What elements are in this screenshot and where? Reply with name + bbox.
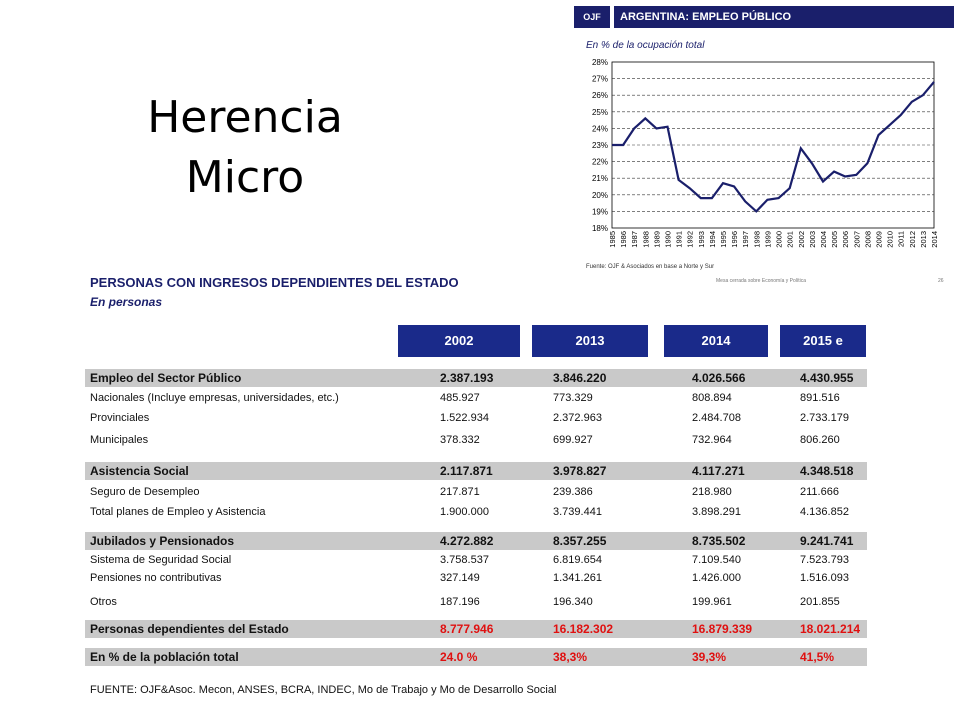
x-tick-label: 2001 (785, 231, 795, 248)
cell-2015-e: 7.523.793 (800, 554, 849, 566)
row-label: Empleo del Sector Público (90, 371, 242, 385)
table-row (85, 410, 867, 428)
cell-2002: 2.117.871 (440, 464, 493, 478)
x-tick-label: 2014 (930, 231, 939, 248)
table-row (85, 484, 867, 502)
row-label: Nacionales (Incluye empresas, universidades, etc.) (90, 392, 339, 404)
cell-2014: 39,3% (692, 650, 727, 664)
x-tick-label: 2008 (863, 231, 873, 248)
cell-2015-e: 891.516 (800, 392, 840, 404)
cell-2015-e: 9.241.741 (800, 534, 854, 548)
x-tick-label: 2002 (796, 231, 806, 248)
x-tick-label: 1991 (674, 231, 684, 248)
y-tick-label: 20% (591, 190, 608, 200)
cell-2002: 3.758.537 (440, 554, 489, 566)
y-tick-label: 27% (591, 74, 608, 84)
x-tick-label: 1985 (608, 231, 617, 248)
x-tick-label: 1986 (619, 231, 629, 248)
row-label: Asistencia Social (90, 464, 189, 478)
cell-2013: 38,3% (553, 650, 588, 664)
table-title: PERSONAS CON INGRESOS DEPENDIENTES DEL ESTADO (90, 275, 459, 290)
x-tick-label: 1987 (630, 231, 640, 248)
column-header-2002: 2002 (398, 325, 520, 357)
cell-2002: 1.522.934 (440, 412, 489, 424)
table-row (85, 648, 867, 666)
cell-2002: 327.149 (440, 572, 480, 584)
table-subtitle: En personas (90, 295, 163, 309)
cell-2015-e: 4.136.852 (800, 506, 849, 518)
x-tick-label: 1994 (707, 231, 717, 248)
column-header-2013: 2013 (532, 325, 648, 357)
cell-2013: 2.372.963 (553, 412, 602, 424)
x-tick-label: 1998 (752, 231, 762, 248)
cell-2014: 8.735.502 (692, 534, 746, 548)
cell-2015-e: 2.733.179 (800, 412, 849, 424)
cell-2002: 217.871 (440, 486, 480, 498)
line-chart (566, 52, 958, 262)
x-tick-label: 1995 (719, 231, 729, 248)
cell-2014: 808.894 (692, 392, 732, 404)
y-tick-label: 19% (591, 207, 608, 217)
chart-header (574, 6, 958, 28)
x-tick-label: 1988 (641, 231, 651, 248)
table-row (85, 504, 867, 522)
y-tick-label: 28% (591, 58, 608, 67)
cell-2013: 3.846.220 (553, 371, 607, 385)
y-tick-label: 18% (591, 224, 608, 233)
row-label: En % de la población total (90, 650, 239, 664)
cell-2014: 3.898.291 (692, 506, 741, 518)
cell-2014: 7.109.540 (692, 554, 741, 566)
cell-2015-e: 1.516.093 (800, 572, 849, 584)
row-label: Provinciales (90, 412, 150, 424)
x-tick-label: 2012 (907, 231, 917, 248)
table-source: FUENTE: OJF&Asoc. Mecon, ANSES, BCRA, INDEC, Mo de Trabajo y Mo de Desarrollo Social (90, 684, 557, 696)
cell-2015-e: 806.260 (800, 434, 840, 446)
cell-2002: 485.927 (440, 392, 480, 404)
cell-2013: 773.329 (553, 392, 593, 404)
cell-2002: 378.332 (440, 434, 480, 446)
cell-2013: 6.819.654 (553, 554, 602, 566)
cell-2014: 2.484.708 (692, 412, 741, 424)
x-tick-label: 1999 (763, 231, 773, 248)
table-row (85, 594, 867, 612)
chart-panel (566, 0, 958, 290)
row-label: Personas dependientes del Estado (90, 622, 289, 636)
x-tick-label: 2005 (830, 231, 840, 248)
row-label: Otros (90, 596, 117, 608)
x-tick-label: 2006 (841, 231, 851, 248)
cell-2015-e: 41,5% (800, 650, 835, 664)
chart-page-number: 26 (938, 278, 944, 284)
cell-2013: 196.340 (553, 596, 593, 608)
cell-2013: 1.341.261 (553, 572, 602, 584)
x-tick-label: 2013 (918, 231, 928, 248)
x-tick-label: 2011 (896, 231, 906, 248)
x-tick-label: 2009 (874, 231, 884, 248)
table-row (85, 570, 867, 588)
row-label: Jubilados y Pensionados (90, 534, 235, 548)
x-tick-label: 2007 (852, 231, 862, 248)
y-tick-label: 22% (591, 157, 608, 167)
chart-title: ARGENTINA: EMPLEO PÚBLICO (614, 6, 954, 28)
cell-2015-e: 18.021.214 (800, 622, 861, 636)
cell-2014: 1.426.000 (692, 572, 741, 584)
table-row (85, 532, 867, 550)
row-label: Total planes de Empleo y Asistencia (90, 506, 266, 518)
row-label: Seguro de Desempleo (90, 486, 200, 498)
x-tick-label: 2000 (774, 231, 784, 248)
x-tick-label: 1996 (730, 231, 740, 248)
cell-2002: 24.0 % (440, 650, 478, 664)
table-row (85, 432, 867, 450)
cell-2014: 732.964 (692, 434, 732, 446)
cell-2015-e: 201.855 (800, 596, 840, 608)
slide-title (110, 88, 380, 208)
x-tick-label: 1989 (652, 231, 662, 248)
table-row (85, 369, 867, 387)
y-tick-label: 23% (591, 141, 608, 150)
cell-2014: 199.961 (692, 596, 732, 608)
cell-2002: 4.272.882 (440, 534, 494, 548)
row-label: Pensiones no contributivas (90, 572, 222, 584)
y-tick-label: 26% (591, 91, 608, 101)
x-tick-label: 1990 (663, 231, 673, 248)
y-tick-label: 21% (591, 174, 608, 184)
cell-2002: 1.900.000 (440, 506, 489, 518)
y-tick-label: 25% (591, 107, 608, 117)
x-tick-label: 2004 (818, 231, 828, 248)
slide-title-line-1: Herencia (147, 92, 343, 143)
cell-2013: 3.739.441 (553, 506, 602, 518)
cell-2014: 4.117.271 (692, 464, 745, 478)
cell-2014: 218.980 (692, 486, 732, 498)
table-row (85, 462, 867, 480)
cell-2013: 3.978.827 (553, 464, 607, 478)
cell-2013: 16.182.302 (553, 622, 614, 636)
row-label: Municipales (90, 434, 149, 446)
chart-footer-note: Mesa cerrada sobre Economía y Política (716, 278, 807, 284)
cell-2014: 16.879.339 (692, 622, 753, 636)
cell-2015-e: 4.348.518 (800, 464, 854, 478)
cell-2015-e: 4.430.955 (800, 371, 854, 385)
chart-source: Fuente: OJF & Asociados en base a Norte y Sur (586, 264, 715, 270)
column-header-2015e: 2015 e (780, 325, 866, 357)
column-header-2014: 2014 (664, 325, 768, 357)
cell-2002: 2.387.193 (440, 371, 494, 385)
x-tick-label: 2003 (807, 230, 817, 248)
ojf-logo: OJF (574, 6, 610, 28)
slide-title-line-2: Micro (185, 152, 305, 203)
series-line (612, 82, 934, 212)
x-tick-label: 1993 (696, 231, 706, 248)
cell-2002: 8.777.946 (440, 622, 494, 636)
table-row (85, 390, 867, 408)
cell-2002: 187.196 (440, 596, 480, 608)
chart-subtitle: En % de la ocupación total (586, 40, 705, 51)
cell-2015-e: 211.666 (800, 486, 839, 498)
x-tick-label: 2010 (885, 231, 895, 248)
cell-2013: 239.386 (553, 486, 593, 498)
table-row (85, 620, 867, 638)
x-tick-label: 1997 (741, 231, 751, 248)
table-row (85, 552, 867, 570)
y-tick-label: 24% (591, 124, 608, 134)
row-label: Sistema de Seguridad Social (90, 554, 232, 566)
x-tick-label: 1992 (685, 231, 695, 248)
cell-2013: 8.357.255 (553, 534, 607, 548)
cell-2014: 4.026.566 (692, 371, 746, 385)
cell-2013: 699.927 (553, 434, 593, 446)
